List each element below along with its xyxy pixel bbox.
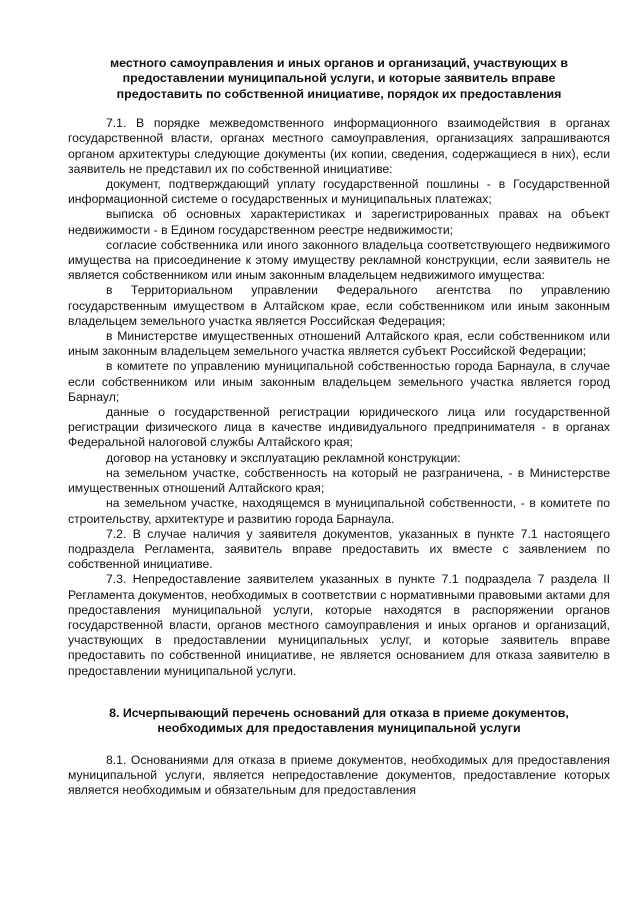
heading-line: необходимых для предоставления муниципальной услуги [157, 721, 521, 736]
heading-line: предоставлении муниципальной услуги, и которые заявитель вправе [122, 71, 556, 86]
paragraph-8-1: 8.1. Основаниями для отказа в приеме документов, необходимых для предоставления муниципальной услуги, является непредоставление документов, предоставление которых является необходимым и обязательным для предоставления [68, 752, 610, 797]
list-item-state-duty: документ, подтверждающий уплату государственной пошлины - в Государственной информационной системе о государственных и муниципальных платежах; [68, 177, 610, 207]
list-item-city-committee: в комитете по управлению муниципальной собственностью города Барнаула, в случае если собственником или иным законным владельцем земельного участка является город Барнаул; [68, 359, 610, 404]
list-item-registration-data: данные о государственной регистрации юридического лица или государственной регистрации физического лица в качестве индивидуального предпринимателя - в органах Федеральной налоговой службы Алтайского края; [68, 405, 610, 450]
list-item-regional-ministry: в Министерстве имущественных отношений Алтайского края, если собственником или иным законным владельцем земельного участка является субъект Российской Федерации; [68, 329, 610, 359]
paragraph-7-3: 7.3. Непредоставление заявителем указанных в пункте 7.1 подраздела 7 раздела II Регламента документов, необходимых в соответствии с нормативными правовыми актами для предоставления муниципальной услуги, которые находятся в распоряжении органов государственной власти, органов местного самоуправления и иных органов и организаций, участвующих в предоставлении муниципальных услуг, и которые заявитель вправе предоставить по собственной инициативе, не является основанием для отказа заявителю в предоставлении муниципальной услуги. [68, 572, 610, 678]
list-item-advertising-contract: договор на установку и эксплуатацию рекламной конструкции: [106, 450, 461, 465]
list-item-municipal-land: на земельном участке, находящемся в муниципальной собственности, - в комитете по строительству, архитектуре и развитию города Барнаула. [68, 496, 610, 526]
list-item-undivided-land: на земельном участке, собственность на который не разграничена, - в Министерстве имущественных отношений Алтайского края; [68, 465, 610, 496]
heading-line: местного самоуправления и иных органов и организаций, участвующих в [109, 56, 568, 70]
heading-line: 8. Исчерпывающий перечень оснований для отказа в приеме документов, [109, 705, 569, 720]
heading-line: предоставить по собственной инициативе, порядок их предоставления [116, 86, 562, 101]
section-8-heading [68, 706, 610, 737]
document-page [68, 56, 610, 798]
paragraph-7-1: 7.1. В порядке межведомственного информационного взаимодействия в органах государственной власти, органах местного самоуправления, организациях запрашиваются органом архитектуры следующие документы (их копии, сведения, содержащиеся в них), если заявитель не представил их по собственной инициативе: [68, 116, 610, 176]
list-item-federal-agency: в Территориальном управлении Федерального агентства по управлению государственным имуществом в Алтайском крае, если собственником или иным законным владельцем земельного участка является Российская Федерация; [68, 283, 610, 328]
paragraph-7-2: 7.2. В случае наличия у заявителя документов, указанных в пункте 7.1 настоящего подраздела Регламента, заявитель вправе предоставить их вместе с заявлением по собственной инициативе. [68, 526, 610, 572]
list-item-egrn-extract: выписка об основных характеристиках и зарегистрированных правах на объект недвижимости - в Едином государственном реестре недвижимости; [68, 207, 610, 237]
section-7-heading [68, 56, 610, 102]
list-item-owner-consent: согласие собственника или иного законного владельца соответствующего недвижимого имущества на присоединение к этому имуществу рекламной конструкции, если заявитель не является собственником или иным законным владельцем недвижимого имущества: [68, 237, 610, 283]
